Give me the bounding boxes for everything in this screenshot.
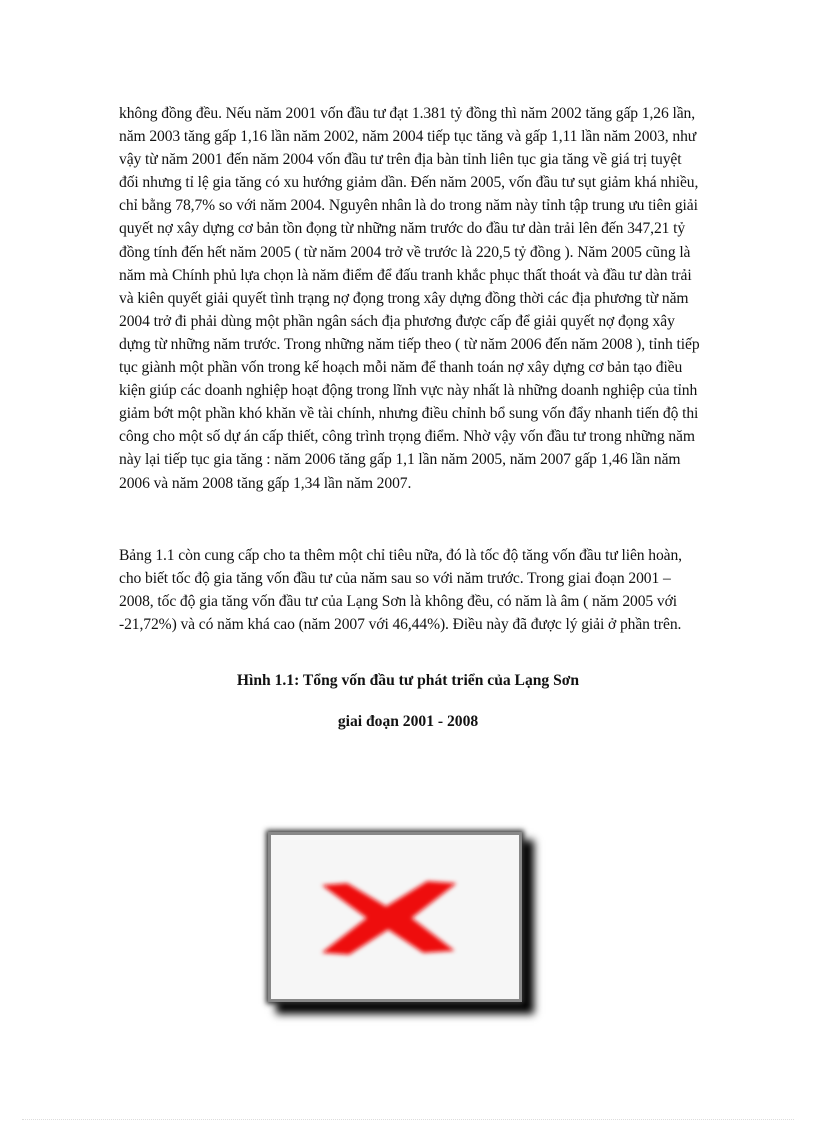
figure-caption-title: Hình 1.1: Tổng vốn đầu tư phát triển của Lạng Sơn bbox=[236, 672, 580, 689]
page-bottom-rule bbox=[22, 1119, 794, 1120]
broken-image-x-icon bbox=[271, 835, 519, 999]
broken-image-placeholder bbox=[268, 832, 522, 1002]
figure-caption-period: giai đoạn 2001 - 2008 bbox=[337, 713, 479, 730]
body-paragraph-1: không đồng đều. Nếu năm 2001 vốn đầu tư đạt 1.381 tỷ đồng thì năm 2002 tăng gấp 1,26 lần, năm 2003 tăng gấp 1,16 lần năm 2002, năm 2004 tiếp tục tăng và gấp 1,11 lần năm 2003, như vậy từ năm 2001 đến năm 2004 vốn đầu tư trên địa bàn tỉnh liên tục gia tăng về giá trị tuyệt đối nhưng tỉ lệ gia tăng có xu hướng giảm dần. Đến năm 2005, vốn đầu tư sụt giảm khá nhiều, chỉ bằng 78,7% so với năm 2004. Nguyên nhân là do trong năm này tỉnh tập trung ưu tiên giải quyết nợ xây dựng cơ bản tồn đọng từ những năm trước do đầu tư dàn trải lên đến 347,21 tỷ đồng tính đến hết năm 2005 ( từ năm 2004 trở về trước là 220,5 tỷ đồng ). Năm 2005 cũng là năm mà Chính phủ lựa chọn là năm điểm để đấu tranh khắc phục thất thoát và đầu tư dàn trải và kiên quyết giải quyết tình trạng nợ đọng trong xây dựng đồng thời các địa phương từ năm 2004 trở đi phải dùng một phần ngân sách địa phương được cấp để giải quyết nợ đọng xây dựng từ những năm trước. Trong những năm tiếp theo ( từ năm 2006 đến năm 2008 ), tỉnh tiếp tục giành một phần vốn trong kế hoạch mỗi năm để thanh toán nợ xây dựng cơ bản tạo điều kiện giúp các doanh nghiệp hoạt động trong lĩnh vực này nhất là những doanh nghiệp của tỉnh giảm bớt một phần khó khăn về tài chính, nhưng điều chỉnh bổ sung vốn đẩy nhanh tiến độ thi công cho một số dự án cấp thiết, công trình trọng điểm. Nhờ vậy vốn đầu tư trong những năm này lại tiếp tục gia tăng : năm 2006 tăng gấp 1,1 lần năm 2005, năm 2007 gấp 1,46 lần năm 2006 và năm 2008 tăng gấp 1,34 lần năm 2007. bbox=[119, 105, 700, 492]
body-paragraph-2: Bảng 1.1 còn cung cấp cho ta thêm một chỉ tiêu nữa, đó là tốc độ tăng vốn đầu tư liên hoàn, cho biết tốc độ gia tăng vốn đầu tư của năm sau so với năm trước. Trong giai đoạn 2001 – 2008, tốc độ gia tăng vốn đầu tư của Lạng Sơn là không đều, có năm là âm ( năm 2005 với -21,72%) và có năm khá cao (năm 2007 với 46,44%). Điều này đã được lý giải ở phần trên. bbox=[119, 547, 682, 634]
